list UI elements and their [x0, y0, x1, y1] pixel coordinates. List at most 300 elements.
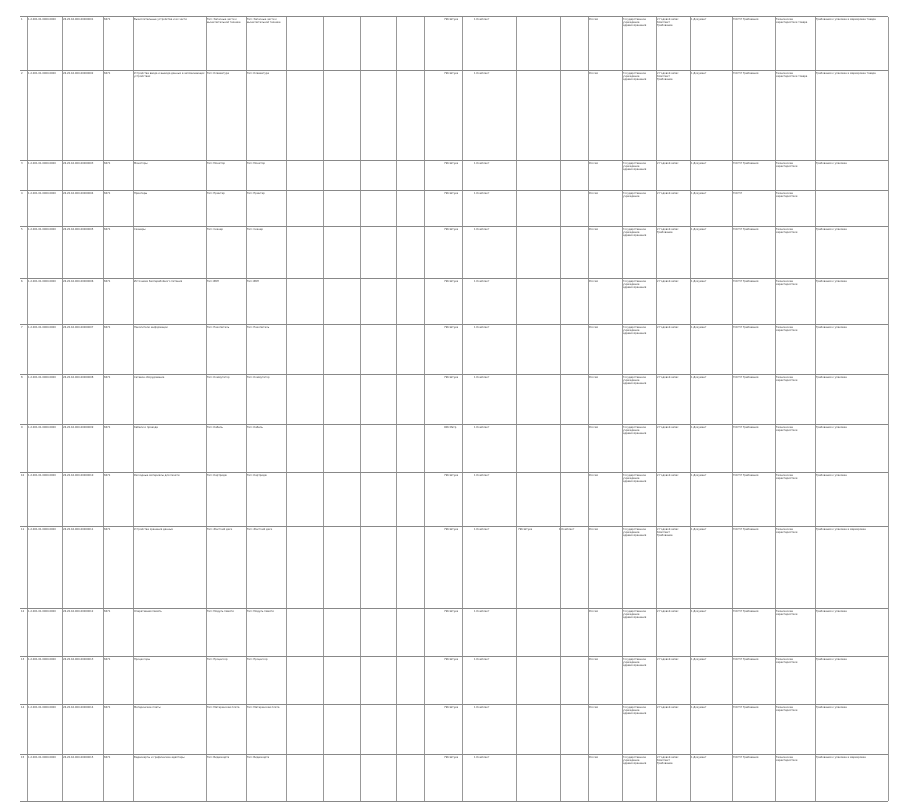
cell-name: Устройства хранения данных [134, 528, 174, 531]
cell-region: Россия [589, 528, 598, 531]
column-divider [286, 227, 287, 279]
column-divider [360, 17, 361, 71]
cell-req3: Требования к упаковке [816, 706, 847, 709]
cell-tnved: 8471 [104, 228, 111, 231]
column-divider [323, 17, 324, 71]
cell-num: 1 [21, 18, 23, 21]
column-divider [286, 375, 287, 425]
table-row [20, 754, 888, 802]
cell-p2: 1 Комплект [474, 658, 490, 661]
cell-tnved: 8471 [104, 162, 111, 165]
cell-req2: Технические характеристики [776, 658, 798, 665]
cell-name: Источники бесперебойного питания [134, 280, 183, 283]
cell-req1: ГОСТ Р Требования [733, 228, 759, 231]
cell-p3 [518, 162, 558, 190]
cell-num: 12 [21, 610, 25, 613]
cell-char2: Тип: Запасные части к вычислительной технике [247, 18, 281, 25]
cell-req3: Требования к упаковке и маркировке товара [816, 72, 876, 75]
cell-region: Россия [589, 756, 598, 759]
cell-name: Оперативная память [134, 610, 162, 613]
cell-num: 5 [21, 228, 23, 231]
cell-p1: 796 Штука [444, 326, 459, 329]
cell-okpd: 26.20.16.000-00000013 [63, 658, 94, 661]
cell-okpd: 26.20.16.000-00000014 [63, 706, 94, 709]
cell-req2: Технические характеристики [776, 610, 798, 617]
column-divider [424, 71, 425, 161]
column-divider [286, 325, 287, 375]
column-divider [360, 527, 361, 609]
cell-p4 [559, 610, 588, 656]
cell-req2: Технические характеристики [776, 192, 798, 199]
column-divider [396, 657, 397, 705]
cell-org: Государственное учреждение здравоохранения [623, 756, 647, 766]
cell-p2: 1 Комплект [474, 72, 490, 75]
cell-req3: Требования к упаковке и маркировке [816, 528, 866, 531]
cell-p1: 796 Штука [444, 280, 459, 283]
cell-p3 [518, 280, 558, 324]
cell-region: Россия [589, 658, 598, 661]
table-row [20, 324, 888, 375]
cell-p3 [518, 192, 558, 226]
cell-region: Россия [589, 228, 598, 231]
cell-tnved: 8471 [104, 280, 111, 283]
cell-tnved: 8471 [104, 528, 111, 531]
cell-char2: Тип: Материнская плата [247, 706, 280, 709]
cell-code: 1.2.001.01.0000.0000 [28, 610, 56, 613]
column-divider [286, 657, 287, 705]
cell-req1: ГОСТ Р Требования [733, 18, 759, 21]
cell-qty: 2 Годовой запас [657, 658, 679, 661]
cell-name: Сетевое оборудование [134, 376, 165, 379]
cell-p4 [559, 72, 588, 160]
column-divider [286, 755, 287, 801]
cell-req2: Технические характеристики [776, 162, 798, 169]
table-row [20, 278, 888, 325]
cell-req2: Технические характеристики [776, 756, 798, 763]
cell-p3 [518, 658, 558, 704]
cell-req3: Требования к упаковке [816, 376, 847, 379]
column-divider [396, 17, 397, 71]
cell-req2: Технические характеристики [776, 280, 798, 287]
cell-p3 [518, 326, 558, 374]
cell-p4 [559, 474, 588, 526]
column-divider [360, 191, 361, 227]
cell-req1: ГОСТ Р Требования [733, 528, 759, 531]
cell-region: Россия [589, 192, 598, 195]
cell-code: 1.2.001.01.0000.0000 [28, 228, 56, 231]
cell-name: Вычислительные устройства и их части [134, 18, 187, 21]
column-divider [424, 227, 425, 279]
cell-char2: Тип: Картридж [247, 474, 267, 477]
column-divider [424, 191, 425, 227]
cell-req3: Требования к упаковке [816, 280, 847, 283]
cell-req3: Требования к упаковке [816, 474, 847, 477]
cell-qty: 2 Годовой запас Комплект Требование [657, 18, 679, 28]
cell-p3 [518, 376, 558, 424]
cell-qty: 2 Годовой запас [657, 162, 679, 165]
cell-docs: 1 Документ [691, 192, 707, 195]
column-divider [888, 71, 889, 161]
table-row [20, 472, 888, 527]
cell-tnved: 8471 [104, 18, 111, 21]
cell-p2: 1 Комплект [474, 610, 490, 613]
cell-char1: Тип: Материнская плата [207, 706, 240, 709]
cell-p4 [559, 280, 588, 324]
cell-code: 1.2.001.01.0000.0000 [28, 192, 56, 195]
cell-docs: 1 Документ [691, 376, 707, 379]
cell-p1: 006 Метр [444, 426, 457, 429]
cell-p1: 796 Штука [444, 756, 459, 759]
cell-num: 15 [21, 756, 25, 759]
column-divider [360, 161, 361, 191]
table-row [20, 656, 888, 705]
table-row [20, 704, 888, 755]
cell-org: Государственное учреждение здравоохранения [623, 610, 647, 620]
cell-req2: Технические характеристики [776, 326, 798, 333]
cell-org: Государственное учреждение здравоохранения [623, 162, 647, 172]
column-divider [360, 755, 361, 801]
cell-num: 8 [21, 376, 23, 379]
column-divider [888, 279, 889, 325]
cell-p3 [518, 706, 558, 754]
cell-p4: 1 Комплект [559, 528, 575, 531]
cell-org: Государственное учреждение здравоохранения [623, 474, 647, 484]
cell-char2: Тип: Монитор [247, 162, 265, 165]
cell-req2: Технические характеристики [776, 528, 798, 535]
cell-num: 6 [21, 280, 23, 283]
cell-char1: Тип: Монитор [207, 162, 225, 165]
cell-req3: Требования к упаковке [816, 326, 847, 329]
column-divider [888, 425, 889, 473]
column-divider [888, 375, 889, 425]
column-divider [286, 705, 287, 755]
cell-p1: 796 Штука [444, 228, 459, 231]
column-divider [286, 279, 287, 325]
cell-docs: 1 Документ [691, 658, 707, 661]
cell-num: 7 [21, 326, 23, 329]
cell-char2: Тип: Накопитель [247, 326, 270, 329]
cell-okpd: 26.20.16.000-00000001 [63, 18, 94, 21]
cell-qty: 2 Годовой запас [657, 326, 679, 329]
column-divider [396, 473, 397, 527]
column-divider [323, 161, 324, 191]
cell-char1: Тип: Картридж [207, 474, 227, 477]
column-divider [286, 71, 287, 161]
table-row [20, 424, 888, 473]
cell-req3: Требования к упаковке и маркировке [816, 756, 866, 759]
cell-okpd: 26.20.16.000-00000009 [63, 426, 94, 429]
cell-code: 1.2.001.01.0000.0000 [28, 528, 56, 531]
cell-p1: 796 Штука [444, 706, 459, 709]
table-row [20, 526, 888, 609]
cell-docs: 1 Документ [691, 326, 707, 329]
cell-p1: 796 Штука [444, 658, 459, 661]
column-divider [424, 325, 425, 375]
cell-docs: 1 Документ [691, 474, 707, 477]
cell-code: 1.2.001.01.0000.0000 [28, 280, 56, 283]
cell-docs: 1 Документ [691, 72, 707, 75]
column-divider [396, 191, 397, 227]
cell-org: Государственное учреждение здравоохранения [623, 72, 647, 82]
cell-okpd: 26.20.16.000-00000007 [63, 326, 94, 329]
cell-num: 9 [21, 426, 23, 429]
column-divider [424, 17, 425, 71]
cell-name: Накопители информации [134, 326, 168, 329]
cell-code: 1.2.001.01.0000.0000 [28, 756, 56, 759]
cell-qty: 2 Годовой запас [657, 474, 679, 477]
cell-p4 [559, 192, 588, 226]
cell-char2: Тип: ИБП [247, 280, 259, 283]
column-divider [360, 71, 361, 161]
cell-tnved: 8471 [104, 658, 111, 661]
cell-docs: 1 Документ [691, 610, 707, 613]
column-divider [888, 325, 889, 375]
cell-qty: 2 Годовой запас Комплект Требование [657, 528, 679, 538]
cell-p4 [559, 426, 588, 472]
cell-okpd: 26.20.16.000-00000011 [63, 528, 94, 531]
cell-p3 [518, 18, 558, 70]
cell-tnved: 8471 [104, 72, 111, 75]
cell-org: Государственное учреждение здравоохранения [623, 706, 647, 716]
cell-char1: Тип: Принтер [207, 192, 225, 195]
cell-docs: 1 Документ [691, 280, 707, 283]
column-divider [286, 425, 287, 473]
cell-p2: 1 Комплект [474, 706, 490, 709]
column-divider [323, 227, 324, 279]
column-divider [396, 527, 397, 609]
cell-okpd: 26.20.16.000-00000004 [63, 192, 94, 195]
column-divider [888, 527, 889, 609]
cell-p1: 796 Штука [444, 474, 459, 477]
cell-p3: 796 Штука [518, 528, 533, 531]
cell-name: Видеокарты и графические адаптеры [134, 756, 185, 759]
column-divider [286, 609, 287, 657]
column-divider [424, 425, 425, 473]
column-divider [424, 527, 425, 609]
cell-req3 [816, 192, 888, 226]
cell-docs: 1 Документ [691, 756, 707, 759]
cell-code: 1.2.001.01.0000.0000 [28, 18, 56, 21]
cell-code: 1.2.001.01.0000.0000 [28, 162, 56, 165]
column-divider [323, 657, 324, 705]
cell-code: 1.2.001.01.0000.0000 [28, 72, 56, 75]
cell-p2: 1 Комплект [474, 756, 490, 759]
table-row [20, 190, 888, 227]
cell-req2: Технические характеристики [776, 376, 798, 383]
column-divider [323, 71, 324, 161]
cell-char1: Тип: Кабель [207, 426, 223, 429]
column-divider [323, 279, 324, 325]
cell-tnved: 8471 [104, 474, 111, 477]
cell-name: Мониторы [134, 162, 148, 165]
cell-req1: ГОСТ Р Требования [733, 474, 759, 477]
cell-region: Россия [589, 706, 598, 709]
column-divider [360, 657, 361, 705]
table-row [20, 608, 888, 657]
column-divider [396, 375, 397, 425]
cell-org: Государственное учреждение здравоохранения [623, 376, 647, 386]
cell-p4 [559, 162, 588, 190]
cell-char1: Тип: Процессор [207, 658, 228, 661]
cell-char1: Тип: Коммутатор [207, 376, 230, 379]
column-divider [323, 473, 324, 527]
cell-name: Сканеры [134, 228, 146, 231]
table-row [20, 70, 888, 161]
cell-region: Россия [589, 280, 598, 283]
cell-char2: Тип: Жесткий диск [247, 528, 273, 531]
cell-name: Кабели и провода [134, 426, 158, 429]
cell-p2: 1 Комплект [474, 474, 490, 477]
column-divider [286, 191, 287, 227]
cell-char2: Тип: Сканер [247, 228, 263, 231]
cell-req1: ГОСТ Р Требования [733, 326, 759, 329]
cell-tnved: 8471 [104, 756, 111, 759]
cell-docs: 1 Документ [691, 706, 707, 709]
cell-p2: 1 Комплект [474, 18, 490, 21]
cell-p4 [559, 326, 588, 374]
cell-qty: 2 Годовой запас [657, 376, 679, 379]
cell-p3 [518, 610, 558, 656]
column-divider [360, 425, 361, 473]
cell-region: Россия [589, 610, 598, 613]
column-divider [323, 755, 324, 801]
cell-p4 [559, 658, 588, 704]
cell-req1: ГОСТ Р Требования [733, 376, 759, 379]
cell-p1: 796 Штука [444, 528, 459, 531]
cell-okpd: 26.20.16.000-00000003 [63, 162, 94, 165]
cell-p2: 1 Комплект [474, 376, 490, 379]
column-divider [360, 279, 361, 325]
cell-code: 1.2.001.01.0000.0000 [28, 706, 56, 709]
cell-p1: 796 Штука [444, 376, 459, 379]
cell-region: Россия [589, 426, 598, 429]
cell-num: 10 [21, 474, 25, 477]
column-divider [396, 425, 397, 473]
cell-req2: Технические характеристики товара [776, 72, 808, 79]
cell-qty: 2 Годовой запас [657, 426, 679, 429]
cell-req1: ГОСТ Р Требования [733, 280, 759, 283]
table-row [20, 374, 888, 425]
cell-num: 2 [21, 72, 23, 75]
cell-req2: Технические характеристики товара [776, 18, 808, 25]
column-divider [888, 191, 889, 227]
column-divider [360, 473, 361, 527]
cell-okpd: 26.20.16.000-00000002 [63, 72, 94, 75]
cell-region: Россия [589, 72, 598, 75]
cell-docs: 1 Документ [691, 18, 707, 21]
column-divider [424, 755, 425, 801]
cell-name: Материнские платы [134, 706, 161, 709]
column-divider [888, 657, 889, 705]
cell-docs: 1 Документ [691, 228, 707, 231]
cell-org: Государственное учреждение здравоохранения [623, 528, 647, 538]
column-divider [888, 473, 889, 527]
cell-p3 [518, 756, 558, 800]
cell-qty: 2 Годовой запас [657, 706, 679, 709]
cell-num: 4 [21, 192, 23, 195]
cell-req1: ГОСТ Р Требования [733, 658, 759, 661]
cell-name: Расходные материалы для печати [134, 474, 180, 477]
cell-req2: Технические характеристики [776, 474, 798, 481]
column-divider [424, 705, 425, 755]
cell-okpd: 26.20.16.000-00000010 [63, 474, 94, 477]
cell-name: Устройства ввода и вывода данных в запоминающих устройствах [134, 72, 205, 79]
cell-qty: 2 Годовой запас [657, 280, 679, 283]
cell-code: 1.2.001.01.0000.0000 [28, 474, 56, 477]
cell-org: Государственное учреждение здравоохранения [623, 326, 647, 336]
column-divider [286, 527, 287, 609]
column-divider [888, 609, 889, 657]
cell-p2: 1 Комплект [474, 228, 490, 231]
cell-tnved: 8471 [104, 610, 111, 613]
column-divider [424, 609, 425, 657]
column-divider [888, 705, 889, 755]
column-divider [888, 17, 889, 71]
cell-p3 [518, 72, 558, 160]
cell-code: 1.2.001.01.0000.0000 [28, 326, 56, 329]
table-row [20, 226, 888, 279]
column-divider [396, 227, 397, 279]
cell-org: Государственное учреждение здравоохранения [623, 426, 647, 436]
cell-qty: 2 Годовой запас Комплект Требование [657, 72, 679, 82]
cell-region: Россия [589, 326, 598, 329]
cell-req3: Требования к упаковке [816, 228, 847, 231]
cell-org: Государственное учреждение здравоохранения [623, 658, 647, 668]
cell-char1: Тип: Сканер [207, 228, 223, 231]
cell-req2: Технические характеристики [776, 228, 798, 235]
cell-p2: 1 Комплект [474, 162, 490, 165]
cell-okpd: 26.20.16.000-00000008 [63, 376, 94, 379]
column-divider [424, 375, 425, 425]
cell-req1: ГОСТ Р Требования [733, 72, 759, 75]
column-divider [286, 161, 287, 191]
cell-char2: Тип: Процессор [247, 658, 268, 661]
cell-req3: Требования к упаковке и маркировке товара [816, 18, 876, 21]
column-divider [888, 755, 889, 801]
column-divider [396, 71, 397, 161]
cell-okpd: 26.20.16.000-00000006 [63, 280, 94, 283]
cell-req3: Требования к упаковке [816, 162, 847, 165]
column-divider [360, 375, 361, 425]
table-row [20, 160, 888, 191]
cell-tnved: 8471 [104, 426, 111, 429]
cell-p4 [559, 18, 588, 70]
column-divider [323, 705, 324, 755]
cell-p4 [559, 706, 588, 754]
cell-char2: Тип: Коммутатор [247, 376, 270, 379]
cell-p4 [559, 756, 588, 800]
cell-req1: ГОСТ Р Требования [733, 756, 759, 759]
column-divider [424, 161, 425, 191]
cell-p2: 1 Комплект [474, 326, 490, 329]
spreadsheet-table [20, 16, 888, 766]
cell-req3: Требования к упаковке [816, 610, 847, 613]
column-divider [360, 325, 361, 375]
cell-p2: 1 Комплект [474, 426, 490, 429]
cell-region: Россия [589, 474, 598, 477]
column-divider [323, 425, 324, 473]
cell-char1: Тип: Жесткий диск [207, 528, 233, 531]
cell-p2: 1 Комплект [474, 280, 490, 283]
column-divider [323, 325, 324, 375]
cell-req1: ГОСТ Р Требования [733, 706, 759, 709]
cell-char1: Тип: Накопитель [207, 326, 230, 329]
cell-okpd: 26.20.16.000-00000015 [63, 756, 94, 759]
cell-code: 1.2.001.01.0000.0000 [28, 426, 56, 429]
cell-qty: 2 Годовой запас Требование [657, 228, 679, 235]
cell-org: Государственное учреждение здравоохранения [623, 228, 647, 238]
column-divider [396, 755, 397, 801]
